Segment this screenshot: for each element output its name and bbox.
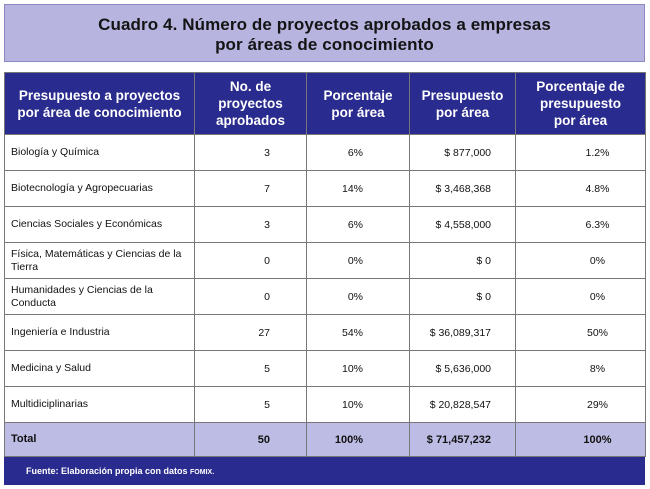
- column-header-line: presupuesto: [539, 96, 621, 111]
- cell-porcentaje: 10%: [307, 387, 410, 423]
- cell-proyectos: 3: [195, 207, 307, 243]
- source-note: [4, 457, 645, 485]
- table-header-row: [5, 73, 646, 135]
- column-header-line: Porcentaje: [323, 87, 393, 103]
- cell-area: Humanidades y Ciencias de la Conducta: [5, 279, 195, 315]
- column-header-line: aprobados: [215, 113, 285, 128]
- total-row: [5, 423, 646, 457]
- source-note-acronym: FOMIX.: [190, 469, 215, 476]
- cell-porcentaje-presupuesto: 8%: [516, 351, 646, 387]
- cell-area: Medicina y Salud: [5, 351, 195, 387]
- cell-porcentaje: 6%: [307, 207, 410, 243]
- cell-proyectos: 7: [195, 171, 307, 207]
- table-figure: [4, 4, 645, 485]
- cell-area: Multidiciplinarias: [5, 387, 195, 423]
- table-title-line-1: Cuadro 4. Número de proyectos aprobados a empresas: [98, 15, 551, 34]
- column-header-line: Presupuesto: [421, 87, 504, 103]
- cell-presupuesto: $ 20,828,547: [410, 387, 516, 423]
- table-row: [5, 243, 646, 279]
- table-row: [5, 171, 646, 207]
- cell-area: Biología y Química: [5, 135, 195, 171]
- cell-proyectos: 3: [195, 135, 307, 171]
- cell-porcentaje-presupuesto: 4.8%: [516, 171, 646, 207]
- table-row: [5, 279, 646, 315]
- cell-porcentaje: 54%: [307, 315, 410, 351]
- table-row: [5, 135, 646, 171]
- cell-proyectos: 5: [195, 387, 307, 423]
- cell-porcentaje-presupuesto: 6.3%: [516, 207, 646, 243]
- column-header-line: por área: [553, 113, 608, 128]
- cell-presupuesto: $ 877,000: [410, 135, 516, 171]
- cell-porcentaje: 100%: [307, 423, 410, 457]
- cell-area: Biotecnología y Agropecuarias: [5, 171, 195, 207]
- cell-porcentaje-presupuesto: 100%: [516, 423, 646, 457]
- table-row: [5, 207, 646, 243]
- projects-table: [4, 72, 646, 457]
- cell-area: Ciencias Sociales y Económicas: [5, 207, 195, 243]
- cell-porcentaje-presupuesto: 1.2%: [516, 135, 646, 171]
- cell-proyectos: 0: [195, 279, 307, 315]
- column-header-line: proyectos: [218, 96, 283, 111]
- table-title: [4, 4, 645, 62]
- cell-presupuesto: $ 3,468,368: [410, 171, 516, 207]
- cell-presupuesto: $ 36,089,317: [410, 315, 516, 351]
- column-header-line: por área de conocimiento: [17, 104, 182, 120]
- cell-area: Ingeniería e Industria: [5, 315, 195, 351]
- table-title-line-2: por áreas de conocimiento: [215, 35, 434, 54]
- cell-porcentaje: 10%: [307, 351, 410, 387]
- cell-presupuesto: $ 71,457,232: [410, 423, 516, 457]
- cell-proyectos: 27: [195, 315, 307, 351]
- cell-presupuesto: $ 4,558,000: [410, 207, 516, 243]
- cell-presupuesto: $ 0: [410, 279, 516, 315]
- cell-porcentaje: 0%: [307, 279, 410, 315]
- table-body: [5, 135, 646, 457]
- column-header: [5, 73, 195, 135]
- cell-porcentaje: 0%: [307, 243, 410, 279]
- cell-porcentaje-presupuesto: 29%: [516, 387, 646, 423]
- cell-porcentaje-presupuesto: 50%: [516, 315, 646, 351]
- cell-porcentaje-presupuesto: 0%: [516, 243, 646, 279]
- cell-porcentaje-presupuesto: 0%: [516, 279, 646, 315]
- table-row: [5, 351, 646, 387]
- table-row: [5, 315, 646, 351]
- column-header-line: Porcentaje de: [536, 79, 625, 94]
- column-header-line: por área: [435, 104, 490, 120]
- cell-proyectos: 50: [195, 423, 307, 457]
- cell-proyectos: 5: [195, 351, 307, 387]
- column-header-line: No. de: [229, 79, 272, 94]
- cell-area: Total: [5, 423, 195, 457]
- cell-proyectos: 0: [195, 243, 307, 279]
- column-header: [516, 73, 646, 135]
- cell-area: Física, Matemáticas y Ciencias de la Tierra: [5, 243, 195, 279]
- cell-porcentaje: 6%: [307, 135, 410, 171]
- column-header: [307, 73, 410, 135]
- cell-presupuesto: $ 0: [410, 243, 516, 279]
- column-header-line: por área: [331, 104, 385, 120]
- cell-porcentaje: 14%: [307, 171, 410, 207]
- table-row: [5, 387, 646, 423]
- cell-presupuesto: $ 5,636,000: [410, 351, 516, 387]
- source-note-text: Fuente: Elaboración propia con datos: [26, 466, 191, 476]
- column-header-line: Presupuesto a proyectos: [18, 87, 181, 103]
- column-header: [195, 73, 307, 135]
- column-header: [410, 73, 516, 135]
